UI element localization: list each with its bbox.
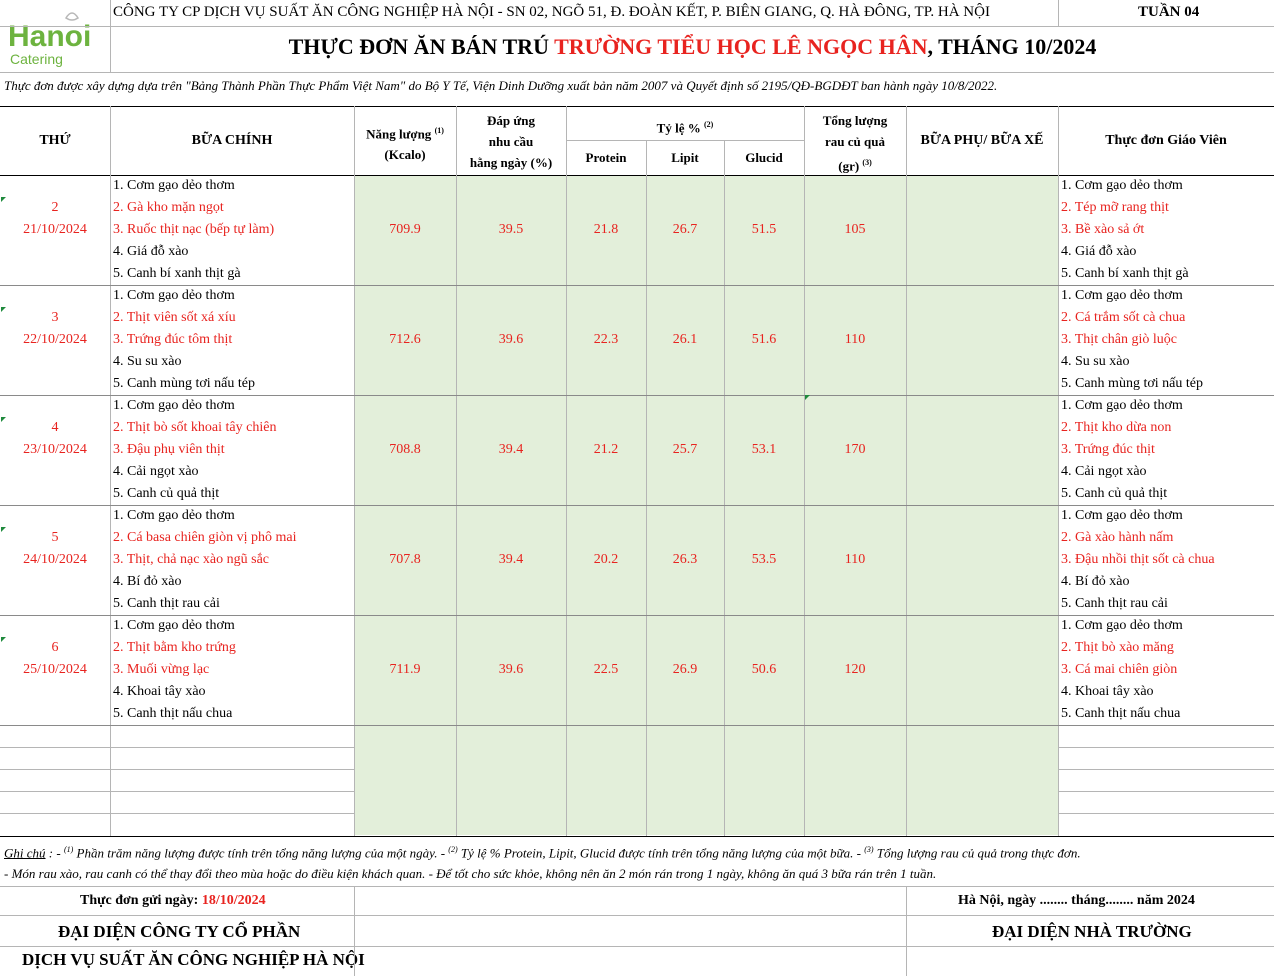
glucid-value: 53.5: [751, 552, 777, 567]
teacher-dish-item: 2. Tép mỡ rang thịt: [1061, 200, 1169, 215]
col-bua-phu: BỮA PHỤ/ BỮA XẾ: [920, 133, 1044, 148]
title-suffix: , THÁNG 10/2024: [927, 34, 1097, 59]
teacher-dish-item: 1. Cơm gạo dẻo thơm: [1061, 508, 1183, 523]
teacher-dish-item: 5. Canh củ quả thịt: [1061, 486, 1168, 501]
day-date: 23/10/2024: [23, 442, 87, 457]
teacher-dish-item: 4. Giá đỗ xào: [1061, 244, 1137, 259]
lipit-value: 25.7: [672, 442, 698, 457]
hanoi-catering-logo: [6, 8, 106, 68]
lipit-value: 26.3: [672, 552, 698, 567]
lipit-value: 26.1: [672, 332, 698, 347]
veg-value: 110: [844, 332, 866, 347]
energy-value: 711.9: [389, 662, 421, 677]
main-dish-item: 4. Cải ngọt xào: [113, 464, 199, 479]
col-giao-vien: Thực đơn Giáo Viên: [1105, 133, 1227, 148]
notes-line-1: Ghi chú : - $^{(1)}$ Phần trăm năng lượng được tính trên tổng năng lượng của một ngày. - $^{(2)}$ Tỷ lệ % Protein, Lipit, Glucid được tính trên tổng năng lượng của một bữa. - $^{(3)}$ Tổng lượng rau củ quả trong thực đơn.: [4, 845, 1081, 861]
notes-line-2: - Món rau xào, rau canh có thể thay đổi theo mùa hoặc do điều kiện khách quan. - Để tốt cho sức khỏe, không nên ăn 2 món rán trong 1 ngày, không ăn quá 3 bữa rán trên 1 tuần.: [4, 866, 937, 881]
teacher-dish-item: 3. Đậu nhồi thịt sốt cà chua: [1061, 552, 1215, 567]
main-dish-item: 2. Thịt viên sốt xá xíu: [113, 310, 236, 325]
glucid-value: 53.1: [751, 442, 777, 457]
teacher-dish-item: 3. Bề xào sả ớt: [1061, 222, 1145, 237]
day-number: 5: [51, 530, 59, 545]
day-number: 4: [51, 420, 59, 435]
main-dish-item: 2. Gà kho mặn ngọt: [113, 200, 224, 215]
main-dish-item: 1. Cơm gạo dẻo thơm: [113, 398, 235, 413]
teacher-dish-item: 4. Bí đỏ xào: [1061, 574, 1130, 589]
day-number: 3: [51, 310, 59, 325]
col-thu: THỨ: [39, 133, 71, 148]
teacher-dish-item: 4. Khoai tây xào: [1061, 684, 1154, 699]
sent-date: Thực đơn gửi ngày: 18/10/2024: [80, 893, 266, 908]
meet-value: 39.6: [498, 332, 524, 347]
col-ty-le: Tỷ lệ % $^{(2)}$: [656, 120, 714, 136]
main-dish-item: 5. Canh thịt nấu chua: [113, 706, 233, 721]
protein-value: 22.5: [593, 662, 619, 677]
teacher-dish-item: 2. Thịt kho dừa non: [1061, 420, 1172, 435]
logo-sub: Catering: [10, 51, 63, 67]
main-dish-item: 5. Canh thịt rau cải: [113, 596, 220, 611]
protein-value: 21.8: [593, 222, 619, 237]
main-dish-item: 1. Cơm gạo dẻo thơm: [113, 618, 235, 633]
teacher-dish-item: 5. Canh thịt nấu chua: [1061, 706, 1181, 721]
main-dish-item: 1. Cơm gạo dẻo thơm: [113, 178, 235, 193]
protein-value: 22.3: [593, 332, 619, 347]
veg-value: 170: [844, 442, 866, 457]
main-dish-item: 4. Bí đỏ xào: [113, 574, 182, 589]
lipit-value: 26.7: [672, 222, 698, 237]
company-address: CÔNG TY CP DỊCH VỤ SUẤT ĂN CÔNG NGHIỆP HÀ NỘI - SN 02, NGÕ 51, Đ. ĐOÀN KẾT, P. BIÊN GIANG, Q. HÀ ĐÔNG, TP. HÀ NỘI: [113, 4, 990, 20]
main-dish-item: 3. Thịt, chả nạc xào ngũ sắc: [113, 552, 270, 567]
main-dish-item: 3. Trứng đúc tôm thịt: [113, 332, 233, 347]
meet-value: 39.6: [498, 662, 524, 677]
teacher-dish-item: 3. Thịt chân giò luộc: [1061, 332, 1177, 347]
notes-label: Ghi chú: [4, 845, 46, 861]
main-dish-item: 5. Canh bí xanh thịt gà: [113, 266, 241, 281]
teacher-dish-item: 5. Canh thịt rau cải: [1061, 596, 1168, 611]
logo-word: Hanoi: [8, 20, 92, 53]
veg-value: 105: [844, 222, 866, 237]
lipit-value: 26.9: [672, 662, 698, 677]
cell-comment-marker: [805, 395, 810, 400]
main-dish-item: 1. Cơm gạo dẻo thơm: [113, 508, 235, 523]
teacher-dish-item: 3. Trứng đúc thịt: [1061, 442, 1155, 457]
col-protein: Protein: [585, 150, 627, 165]
meet-value: 39.4: [498, 442, 524, 457]
main-dish-item: 2. Thịt bằm kho trứng: [113, 640, 236, 655]
title-prefix: THỰC ĐƠN ĂN BÁN TRÚ: [288, 34, 555, 59]
main-dish-item: 4. Su su xào: [113, 354, 182, 369]
glucid-value: 51.6: [751, 332, 777, 347]
main-dish-item: 4. Khoai tây xào: [113, 684, 206, 699]
glucid-value: 51.5: [751, 222, 777, 237]
day-date: 24/10/2024: [23, 552, 87, 567]
day-number: 2: [51, 200, 59, 215]
day-date: 21/10/2024: [23, 222, 87, 237]
week-label: TUẦN 04: [1138, 4, 1200, 20]
protein-value: 21.2: [593, 442, 619, 457]
teacher-dish-item: 5. Canh mùng tơi nấu tép: [1061, 376, 1203, 391]
col-glucid: Glucid: [745, 150, 783, 165]
main-dish-item: 3. Muối vừng lạc: [113, 662, 210, 677]
col-dap-ung: Đáp ứng nhu cầu hằng ngày (%): [469, 113, 553, 170]
main-dish-item: 2. Cá basa chiên giòn vị phô mai: [113, 530, 297, 545]
teacher-dish-item: 3. Cá mai chiên giòn: [1061, 662, 1178, 677]
energy-value: 709.9: [389, 222, 421, 237]
place-date: Hà Nội, ngày ........ tháng........ năm 2024: [958, 893, 1195, 908]
company-representative: ĐẠI DIỆN CÔNG TY CỔ PHẦN: [58, 922, 301, 941]
col-nang-luong: Năng lượng $^{(1)}$ (Kcalo): [366, 126, 444, 163]
meet-value: 39.4: [498, 552, 524, 567]
day-number: 6: [51, 640, 59, 655]
company-representative-name: DỊCH VỤ SUẤT ĂN CÔNG NGHIỆP HÀ NỘI: [22, 950, 365, 969]
main-dish-item: 5. Canh củ quả thịt: [113, 486, 220, 501]
veg-value: 110: [844, 552, 866, 567]
main-dish-item: 1. Cơm gạo dẻo thơm: [113, 288, 235, 303]
col-lipit: Lipit: [671, 150, 699, 165]
teacher-dish-item: 1. Cơm gạo dẻo thơm: [1061, 618, 1183, 633]
teacher-dish-item: 4. Cải ngọt xào: [1061, 464, 1147, 479]
title-school: TRƯỜNG TIỂU HỌC LÊ NGỌC HÂN: [554, 34, 928, 59]
veg-value: 120: [844, 662, 866, 677]
menu-basis-note: Thực đơn được xây dựng dựa trên "Bảng Thành Phần Thực Phẩm Việt Nam" do Bộ Y Tế, Viện Dinh Dưỡng xuất bản năm 2007 và Quyết định số 2195/QĐ-BGDĐT ban hành ngày 10/8/2022.: [4, 78, 998, 93]
day-date: 25/10/2024: [23, 662, 87, 677]
teacher-dish-item: 4. Su su xào: [1061, 354, 1130, 369]
energy-value: 708.8: [389, 442, 421, 457]
teacher-dish-item: 2. Cá trắm sốt cà chua: [1061, 310, 1186, 325]
day-date: 22/10/2024: [23, 332, 87, 347]
teacher-dish-item: 1. Cơm gạo dẻo thơm: [1061, 178, 1183, 193]
teacher-dish-item: 5. Canh bí xanh thịt gà: [1061, 266, 1189, 281]
energy-value: 712.6: [389, 332, 421, 347]
teacher-dish-item: 1. Cơm gạo dẻo thơm: [1061, 398, 1183, 413]
glucid-value: 50.6: [751, 662, 777, 677]
school-representative: ĐẠI DIỆN NHÀ TRƯỜNG: [992, 922, 1192, 941]
teacher-dish-item: 1. Cơm gạo dẻo thơm: [1061, 288, 1183, 303]
main-dish-item: 2. Thịt bò sốt khoai tây chiên: [113, 420, 277, 435]
menu-title: [110, 34, 1274, 60]
meet-value: 39.5: [498, 222, 524, 237]
main-dish-item: 4. Giá đỗ xào: [113, 244, 189, 259]
teacher-dish-item: 2. Gà xào hành nấm: [1061, 530, 1174, 545]
teacher-dish-item: 2. Thịt bò xào măng: [1061, 640, 1174, 655]
protein-value: 20.2: [593, 552, 619, 567]
main-dish-item: 3. Đậu phụ viên thịt: [113, 442, 225, 457]
col-rau-cu-qua: Tổng lượng rau củ quả (gr) $^{(3)}$: [822, 113, 888, 174]
col-bua-chinh: BỮA CHÍNH: [191, 133, 273, 148]
energy-value: 707.8: [389, 552, 421, 567]
main-dish-item: 3. Ruốc thịt nạc (bếp tự làm): [113, 222, 275, 237]
main-dish-item: 5. Canh mùng tơi nấu tép: [113, 376, 255, 391]
